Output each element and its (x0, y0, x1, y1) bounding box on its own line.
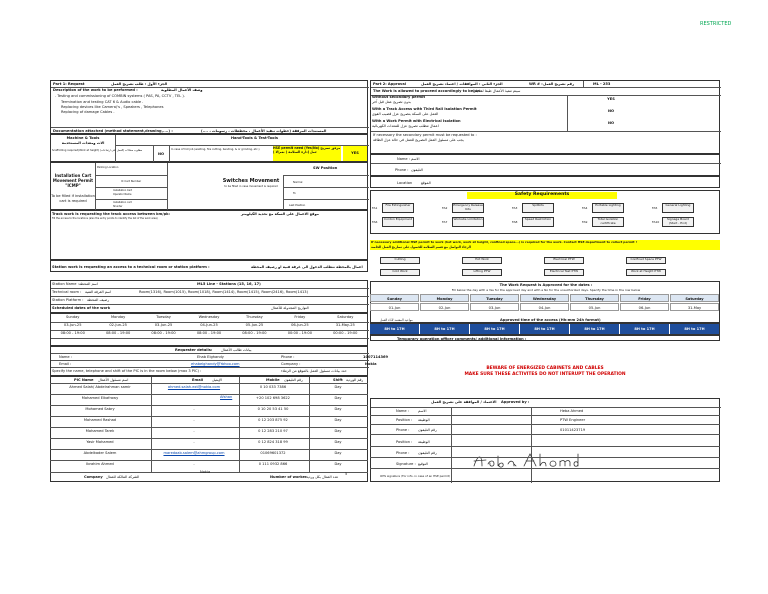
schedule-date-left: 31-May-25 (335, 323, 355, 327)
approval-row-label-ar: العمل على السكة بتصريح عزل قضيب القوى (372, 112, 439, 116)
proceed-label: The Work is allowed to proceed accordingly to below: (373, 89, 482, 93)
temp-officer-row (370, 335, 720, 341)
pic-row-name: Yasir Mohamed (86, 440, 114, 444)
pic-row-mobile: 0 111 0932 866 (258, 462, 288, 466)
switches-note: to be filled in case movement is required (224, 185, 278, 188)
approval-row-label: With a Work Permit with Electrical Isolation (372, 119, 461, 123)
location-label: Location (397, 181, 413, 185)
station-details (50, 280, 368, 313)
hse-permit-chip: Electrical PTW (544, 257, 584, 264)
pic-row-email: - (193, 440, 195, 444)
pic-row-name: Ahmed Salah/ Abdelrahman samir (69, 385, 131, 389)
work-description-line: Termination and testing CAT 6 & Audio cable . (61, 100, 144, 104)
work-description-label: Description of the work to be performed : (53, 88, 138, 92)
safety-code: FA6 (372, 220, 378, 224)
hand-tools-label: Hand-Tools & Test-Tools (231, 136, 278, 140)
safety-item: Fire Extinguisher (382, 203, 414, 213)
schedule-day-left: Monday (111, 315, 126, 319)
station-work-section (50, 260, 368, 272)
pic-row-email[interactable]: maredaab.salem@ahmgroup.com (163, 451, 225, 455)
to-label: To (293, 192, 296, 195)
approval-detail-label: Position : (396, 418, 413, 422)
safety-code: FA9 (582, 220, 588, 224)
technical-room-label: Technical room : (52, 290, 82, 294)
hse-permit-chip: Hot Work (462, 257, 502, 264)
track-work-label: Track work is requesting the track access between km/pk: (52, 212, 170, 216)
station-name-value: ML5 Line - Stations (15, 16, 17) (197, 282, 261, 286)
secondary-permit-note: If necessary the secondary permit must be requested to : (373, 133, 477, 137)
switches-movement-label: Switches Movement (222, 178, 280, 184)
pic-header-mobile-ar: رقم التليفون (284, 378, 303, 382)
schedule-time-left: 08:00 - 19:00 (242, 331, 267, 335)
schedule-time-left: 08:00 - 19:00 (196, 331, 222, 335)
station-work-label-ar: اعمال بالمحطة تتطلب الدخول الى غرفة فنية او رصيف المحطة (251, 265, 363, 269)
schedule-day-left: Friday (294, 315, 306, 319)
company-label-ar: الشركة المالكة للعمال (106, 475, 140, 479)
work-description-line: Replacing of damage Cables . (61, 110, 115, 114)
warning-line-2: MAKE SURE THESE ACTIVITES DO NOT INTERUPT THE OPERATION (464, 372, 626, 377)
approved-by-label-ar: الاعتماد / الموافقة على تصريح العمل (431, 400, 497, 404)
company-value: Nokia (200, 470, 211, 474)
schedule-day-right: Saturday (670, 294, 719, 302)
safety-code: FA4 (582, 206, 588, 210)
hse-additional-permit-banner (370, 240, 720, 250)
safety-item: Spillkits (522, 203, 554, 213)
schedule-date-left: 05-Jun-25 (245, 323, 264, 327)
schedule-date-right: 05-Jun (570, 303, 619, 311)
safety-item: General Lighting (662, 203, 694, 213)
requester-title-ar: بيانات طالب الأعمال (221, 348, 252, 352)
pic-row-name: Mohamed Elkafrawy (81, 396, 119, 400)
requester-company-value: Nokia (365, 362, 377, 366)
track-work-note: Fill the access to the locations (also the entry points to identify the list of the work area) (52, 217, 158, 220)
pic-row-mobile: 0 12 283 210 97 (258, 429, 288, 433)
approval-row-value: NO (607, 121, 615, 125)
requester-email-label: Email : (59, 362, 72, 366)
wr-value: ML - 253 (593, 82, 611, 86)
work-description-line: . Testing and commissioning of COMBIN systems ( PAS, PA, CCTV , TEL ). (55, 94, 185, 98)
documentation-label-ar: المستندات المرفقة (خطوات تنفيذ الأعمال ، مخططات ، رسومات ، ....) (201, 129, 327, 133)
station-platform-label-ar: رصيف المحطة (87, 298, 110, 302)
safety-item: Speed Restriction (522, 217, 554, 227)
pic-row-mobile: 01069601372 (260, 451, 286, 455)
wr-label: WR # : (529, 82, 543, 86)
schedule-time-left: 08:00 - 19:00 (105, 331, 131, 335)
station-work-label: Station work is requesting an access to a technical room or station platform : (52, 265, 210, 269)
scheduled-dates-label: Scheduled dates of the work (52, 306, 111, 310)
station-name-label-ar: اسم المحطة (79, 282, 98, 286)
schedule-time-right: 8H to 17H (570, 324, 619, 334)
safety-code: FA7 (442, 220, 448, 224)
pic-header-shift: Shift (333, 378, 343, 382)
safety-item: Worksite Limitation (452, 217, 484, 227)
approval-detail-label: Signature : (396, 462, 416, 466)
approval-detail-value: Heba Ahmed (560, 409, 584, 413)
pic-instruction: Specify the name, telephone and shift of the PIC is in the room below (max 3 PIC) : (52, 369, 202, 373)
approval-detail-label: Phone : (396, 428, 410, 432)
requester-title: Requester details: (175, 348, 213, 352)
schedule-date-right: 06-Jun (620, 303, 669, 311)
documentation-label: Documentation attached (method statement,drawing,....) : (53, 129, 173, 133)
requester-company-label: Company : (281, 362, 301, 366)
scaffolding-value: NO (157, 152, 165, 156)
pic-row-name: Mohamed Sabry (85, 407, 115, 411)
hse-permit-chip: Lifting PTW (462, 269, 502, 276)
hse-additional-permit-text: If necessary additional HSE permit to work (hot work, work at height, confined space...) is required for the work. Contact HSE department to collect permit ! (371, 240, 637, 244)
approved-time-title: Approved time of the access (Hh:mm 24h format) (500, 318, 601, 322)
pic-email-link[interactable]: Afshan (220, 395, 233, 399)
pic-row-name: Abdelkader Salem (83, 451, 117, 455)
schedule-time-left: 00:00 - 19:00 (333, 331, 358, 335)
cart-shunter-label: Installation cart Shunter (113, 201, 132, 209)
parking-location-label: Parking Location (97, 166, 119, 169)
safety-code: FA3 (512, 206, 518, 210)
pic-row-shift: Day (334, 385, 342, 389)
schedule-day-right: Friday (620, 294, 669, 302)
pic-header-shift-ar: رقم الوردية (346, 378, 364, 382)
schedule-date-left: 03-Jun-25 (63, 323, 82, 327)
safety-requirements-title: Safety Requirements (514, 192, 570, 197)
station-platform-label: Station Platform : (52, 298, 84, 302)
schedule-date-right: 03-Jun (470, 303, 519, 311)
safety-item: Portable Lighting (592, 203, 624, 213)
approval-detail-label-ar: التوقيع (418, 462, 428, 466)
hse-permit-chip: Cold Work (380, 269, 420, 276)
safety-item: Cordon Equipment (382, 217, 414, 227)
pic-row-shift: Day (334, 462, 342, 466)
approval-detail-label-ar: رقم التليفون (418, 428, 437, 432)
pic-row-email: - (193, 429, 195, 433)
approved-dates-title: The Work Request is Approved for the dates : (499, 283, 593, 287)
requester-phone-label: Phone : (281, 355, 295, 359)
schedule-day-right: Wednesday (520, 294, 569, 302)
machine-tools-label-ar: الات ومعدات المستخدمة (61, 141, 105, 145)
requester-phone-value: 1007114369 (363, 355, 389, 359)
pic-row-shift: Day (334, 396, 342, 400)
machine-tools-label: Machine & Tools (66, 136, 100, 140)
schedule-day-left: Sunday (65, 315, 80, 319)
workers-label-ar: عدد العمال بكل وردية (306, 475, 339, 479)
part1-title: Part 1: Request (53, 82, 85, 86)
technical-room-label-ar: اسم الغرفة الفنية (85, 290, 112, 294)
pic-instruction-ar: حدد بيانات مسئول العمل بالموقع من الزملاء (281, 369, 347, 373)
schedule-date-right: 31-May (670, 303, 719, 311)
schedule-date-left: 03-Jun-25 (154, 323, 173, 327)
approval-row-value: YES (607, 97, 615, 101)
schedule-time-right: 8H to 17H (370, 324, 419, 334)
responsible-phone-label: Phone : (395, 168, 409, 172)
schedule-time-right: 8H to 17H (670, 324, 719, 334)
approval-detail-label: Position : (396, 440, 413, 444)
schedule-day-right: Sunday (370, 294, 419, 302)
schedule-date-left: 02-Jun-25 (109, 323, 127, 327)
location-row (370, 176, 720, 188)
last-position-label: Last Position (289, 204, 306, 207)
requester-name-value: Ehab Elghandy (197, 355, 224, 359)
schedule-date-left: 04-Jun-25 (200, 323, 218, 327)
schedule-time-right: 8H to 17H (520, 324, 569, 334)
workers-label: Number of worker (270, 475, 307, 479)
schedule-day-left: Tuesday (156, 315, 171, 319)
hot-job-note: In case of hot job (welding, fire cutting, bending, & or grinding, etc.) (171, 148, 260, 151)
pic-row-shift: Day (334, 451, 342, 455)
safety-code: FA10 (652, 220, 660, 224)
schedule-time-right: 8H to 17H (470, 324, 519, 334)
approval-row-label-ar: اعمال تتطلب تصريح عزل للمعدات الكهربائية (372, 124, 439, 128)
approval-detail-label-ar: الوظيفة (418, 418, 430, 422)
requester-email-link[interactable]: ehabelghandy@Yahoo.com (191, 362, 240, 366)
schedule-date-right: 02-Jun (420, 303, 469, 311)
part2-title: Part 2: Approval (373, 82, 407, 86)
pic-header-mobile: Mobile (266, 378, 280, 382)
scheduled-dates-label-ar: التواريخ المجدولة للأعمال (271, 306, 309, 310)
icmp-note: To be filled if installation cart is required (51, 194, 95, 203)
pic-row-shift: Day (334, 418, 342, 422)
responsible-phone-label-ar: التليفون (411, 168, 423, 172)
schedule-day-right: Thursday (570, 294, 619, 302)
schedule-day-left: Saturday (337, 315, 354, 319)
hse-permit-label: HSE permit need (Yes/No) مرفق تصريح عمل إدارة السلامة ( نعم/لا ) (273, 146, 341, 161)
ohs-signature-label: OHS signature (For info. in case of an HSE permit) (380, 474, 450, 478)
pic-row-mobile: 0 10 033 7386 (259, 385, 287, 389)
warning-line-1: BEWARE OF ENERGIZED CABINETS AND CABLES (486, 366, 604, 371)
schedule-time-left: 08:00 - 19:00 (151, 331, 176, 335)
normal-label: Normal (293, 181, 303, 184)
pic-row-name: Ibrahim Ahmed (86, 462, 114, 466)
work-description-line: Replacing devices like Camera\'s , Speakers , Telephones (61, 105, 164, 109)
schedule-time-right: 8H to 17H (620, 324, 669, 334)
approval-detail-label: Phone : (396, 451, 410, 455)
schedule-day-left: Wednesday (198, 315, 220, 319)
schedule-time-left: 08:00 - 19:00 (60, 331, 85, 335)
secondary-permit-note-ar: يجب على مسئول العمل التصريح للعمل في حالة عزل الطاقة (373, 138, 464, 142)
hse-permit-chip: Cutting (380, 257, 420, 264)
approval-row-label: Without secondary permit (372, 95, 426, 99)
requester-name-label: Name : (59, 355, 72, 359)
machine-tools-section (50, 134, 368, 162)
safety-item: Signage Board (Start - End) (662, 217, 694, 227)
hse-permit-chip: Confined Space PTW (626, 257, 666, 264)
sw-position-label: SW Position (313, 166, 338, 170)
approved-by-label: Approved by : (501, 400, 530, 404)
approval-row-label-ar: بدون تصريح عمل قبل آخر (372, 100, 411, 104)
cart-operator-label: Installation Cart Operator Name (113, 189, 133, 197)
schedule-date-right: 04-Jun (520, 303, 569, 311)
schedule-date-left: 06-Jun-25 (291, 323, 309, 327)
pic-header-email-ar: الإيميل (212, 378, 222, 382)
pic-row-email: - (193, 462, 195, 466)
pic-row-mobile: +20 102 698 3622 (256, 396, 290, 400)
schedule-time-right: 8H to 17H (420, 324, 469, 334)
approval-detail-label: Name : (396, 409, 409, 413)
safety-item: Total Isolation certificate (592, 217, 624, 227)
icmp-title: Installation Cart Movement Permit "ICMP" (52, 173, 94, 188)
pic-header-name-ar: اسم مسئول الأعمال (98, 378, 129, 382)
pic-row-name: Mohamed Rashad (83, 418, 117, 422)
track-work-section (50, 210, 368, 260)
location-label-ar: الموقع (421, 181, 431, 185)
pic-row-shift: Day (334, 440, 342, 444)
wr-label-ar: رقم تصريح العمل (543, 82, 575, 86)
part2-approval-section (370, 80, 720, 154)
safety-code: FA2 (442, 206, 448, 210)
approval-detail-value: 01011423719 (560, 428, 586, 432)
schedule-time-left: 00:00 - 19:00 (287, 331, 312, 335)
restricted-label: RESTRICTED (700, 21, 732, 27)
hse-permit-value: YES (343, 146, 367, 161)
part1-title-ar: الجزء الأول : طلب تصريح العمل (111, 82, 168, 86)
pic-row-email[interactable]: ahmed.salah.ext@nokia.com (167, 385, 221, 389)
approval-detail-value: PTW Engineer (560, 418, 586, 422)
pic-row-shift: Day (334, 407, 342, 411)
cart-number-label: IC Cart Number (121, 180, 142, 183)
approval-detail-label-ar: رقم التليفون (418, 451, 437, 455)
schedule-day-right: Monday (420, 294, 469, 302)
schedule-day-right: Tuesday (470, 294, 519, 302)
pic-row-mobile: 0 10 20 53 41 50 (257, 407, 289, 411)
scaffolding-label: Scaffolding required(Work at height) مطلوب سقالات (العمل على ارتفاعات) (52, 149, 143, 152)
approval-detail-label-ar: الاسم (418, 409, 427, 413)
technical-room-value: Room(1316), Room(1015), Room(1018), Room(1414), Room(1415), Room(2416), Room(1413) (139, 290, 308, 294)
temp-officer-title: Temporary operation officer comments/ additional information : (397, 337, 527, 341)
proceed-label-ar: سيتم تنفيذ الأعمال طبقا لما يلي (473, 89, 521, 93)
icmp-section (50, 162, 368, 210)
safety-code: FA5 (652, 206, 658, 210)
responsible-name-label-ar: الاسم (411, 157, 420, 161)
part2-title-ar: الجزء الثاني : الموافقات / اعتماد تصريح العمل (421, 82, 503, 86)
pic-row-mobile: 0 12 824 318 99 (258, 440, 288, 444)
hse-permit-chip: Electrical Test PTW (544, 269, 584, 276)
part1-request-section (50, 80, 368, 134)
station-name-label: Station Name : (52, 282, 79, 286)
hse-additional-permit-text-ar: الرجاء التواصل مع قسم السلامة للحصول على تصاريح العمل الخاصة (371, 245, 471, 249)
responsible-person-section (370, 154, 720, 176)
pic-row-name: Mohamed Tarek (85, 429, 115, 433)
track-work-label-ar: موقع الاعمال على السكة مع تحديد الكيلومتر (241, 212, 320, 216)
pic-row-email: - (193, 407, 195, 411)
approved-dates-note: Fill below the day with a Yes for the approved day and with a No for the unauthorized days. Specify the time in the row below (451, 288, 641, 292)
workers-value: 5 (345, 472, 348, 476)
hse-permit-chip: Work at Height PTW (626, 269, 666, 276)
safety-code: FA8 (512, 220, 518, 224)
responsible-name-label: Name : (397, 157, 410, 161)
approved-time-title-ar: مواعيد المعتمد لأداء العمل (380, 318, 413, 322)
approval-row-label: With a Track Access with Third Rail Isolation Permit (372, 107, 477, 111)
pic-header-name: PIC Name (74, 378, 94, 382)
approval-row-value: NO (607, 109, 615, 113)
pic-row-shift: Day (334, 429, 342, 433)
safety-code: FA1 (372, 206, 378, 210)
schedule-day-left: Thursday (246, 315, 263, 319)
pic-header-email: Email (192, 378, 204, 382)
work-description-label-ar: وصف الأعمال المطلوبة (161, 88, 203, 92)
approval-detail-label-ar: الوظيفة (418, 440, 430, 444)
requester-section (50, 346, 389, 376)
company-label: Company (84, 475, 103, 479)
pic-row-mobile: 0 12 203 875 92 (258, 418, 288, 422)
pic-row-email: - (193, 418, 195, 422)
schedule-date-right: 01-Jun (370, 303, 419, 311)
safety-item: Emergency Release Kits (452, 203, 484, 213)
